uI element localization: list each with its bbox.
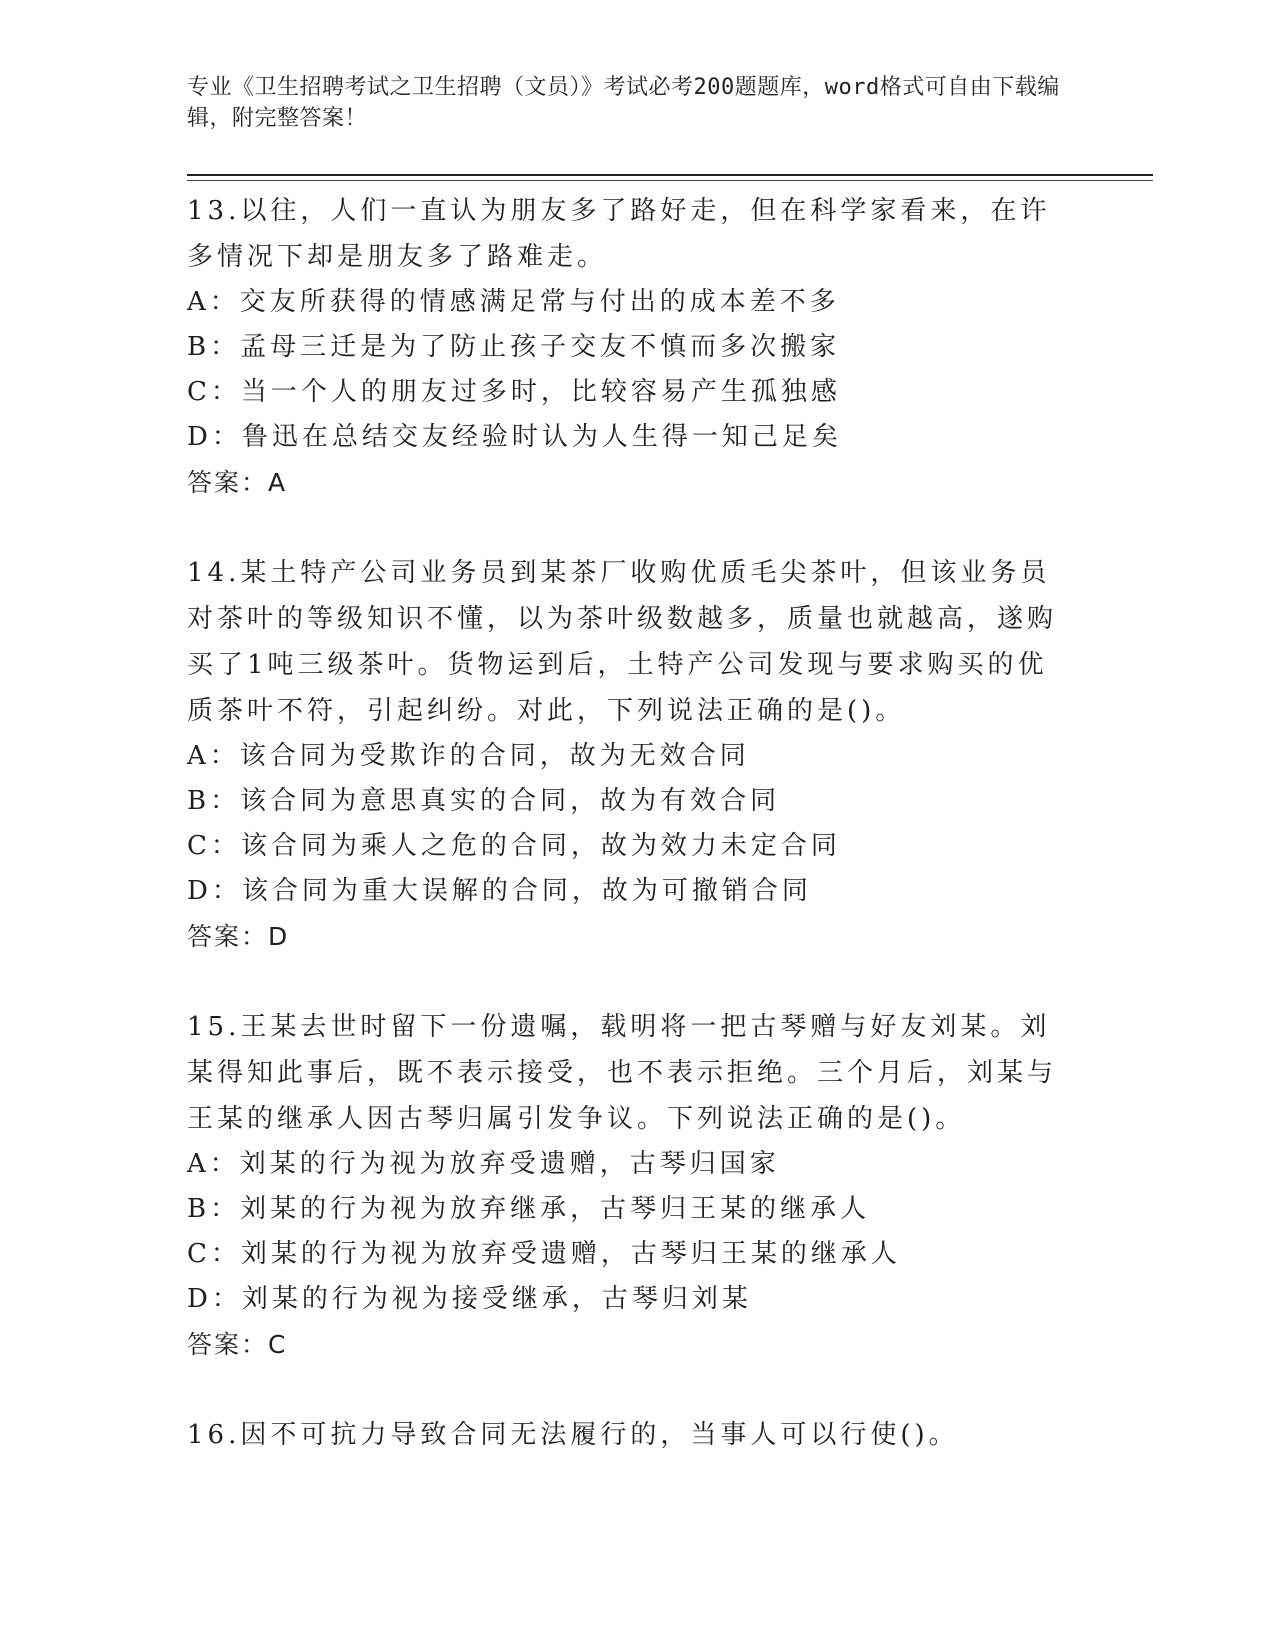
header-rule-thick bbox=[187, 174, 1153, 176]
answer-line: 答案：C bbox=[187, 1330, 288, 1359]
option-b: B：刘某的行为视为放弃继承，古琴归王某的继承人 bbox=[187, 1194, 871, 1224]
option-b: B：该合同为意思真实的合同，故为有效合同 bbox=[187, 786, 781, 816]
question-15 bbox=[187, 1004, 1077, 1368]
option-d: D：鲁迅在总结交友经验时认为人生得一知己足矣 bbox=[187, 422, 842, 452]
option-d: D：该合同为重大误解的合同，故为可撤销合同 bbox=[187, 876, 812, 906]
question-text: 13.以往，人们一直认为朋友多了路好走，但在科学家看来，在许多情况下却是朋友多了路难走。 bbox=[187, 196, 1051, 272]
option-a: A：刘某的行为视为放弃受遗赠，古琴归国家 bbox=[187, 1149, 780, 1179]
option-c: C：当一个人的朋友过多时，比较容易产生孤独感 bbox=[187, 377, 841, 407]
option-c: C：刘某的行为视为放弃受遗赠，古琴归王某的继承人 bbox=[187, 1239, 901, 1269]
question-spacer bbox=[187, 506, 1077, 550]
question-text: 15.王某去世时留下一份遗嘱，载明将一把古琴赠与好友刘某。刘某得知此事后，既不表示接受，也不表示拒绝。三个月后，刘某与王某的继承人因古琴归属引发争议。下列说法正确的是()。 bbox=[187, 1012, 1058, 1134]
question-text: 14.某土特产公司业务员到某茶厂收购优质毛尖茶叶，但该业务员对茶叶的等级知识不懂，以为茶叶级数越多，质量也就越高，遂购买了1吨三级茶叶。货物运到后，土特产公司发现与要求购买的优质茶叶不符，引起纠纷。对此，下列说法正确的是()。 bbox=[187, 558, 1058, 726]
question-16 bbox=[187, 1412, 1077, 1458]
question-list bbox=[187, 188, 1077, 1458]
question-text: 16.因不可抗力导致合同无法履行的，当事人可以行使()。 bbox=[187, 1420, 959, 1450]
option-b: B：孟母三迁是为了防止孩子交友不慎而多次搬家 bbox=[187, 332, 841, 362]
option-d: D：刘某的行为视为接受继承，古琴归刘某 bbox=[187, 1284, 752, 1314]
option-a: A：交友所获得的情感满足常与付出的成本差不多 bbox=[187, 287, 840, 317]
option-c: C：该合同为乘人之危的合同，故为效力未定合同 bbox=[187, 831, 841, 861]
answer-line: 答案：D bbox=[187, 922, 290, 951]
option-a: A：该合同为受欺诈的合同，故为无效合同 bbox=[187, 741, 750, 771]
question-14 bbox=[187, 550, 1077, 960]
header-rule-thin bbox=[187, 180, 1153, 181]
question-spacer bbox=[187, 1368, 1077, 1412]
question-13 bbox=[187, 188, 1077, 506]
question-spacer bbox=[187, 960, 1077, 1004]
document-header: 专业《卫生招聘考试之卫生招聘（文员）》考试必考200题题库，word格式可自由下载编辑，附完整答案！ bbox=[187, 75, 1060, 131]
answer-line: 答案：A bbox=[187, 468, 288, 497]
